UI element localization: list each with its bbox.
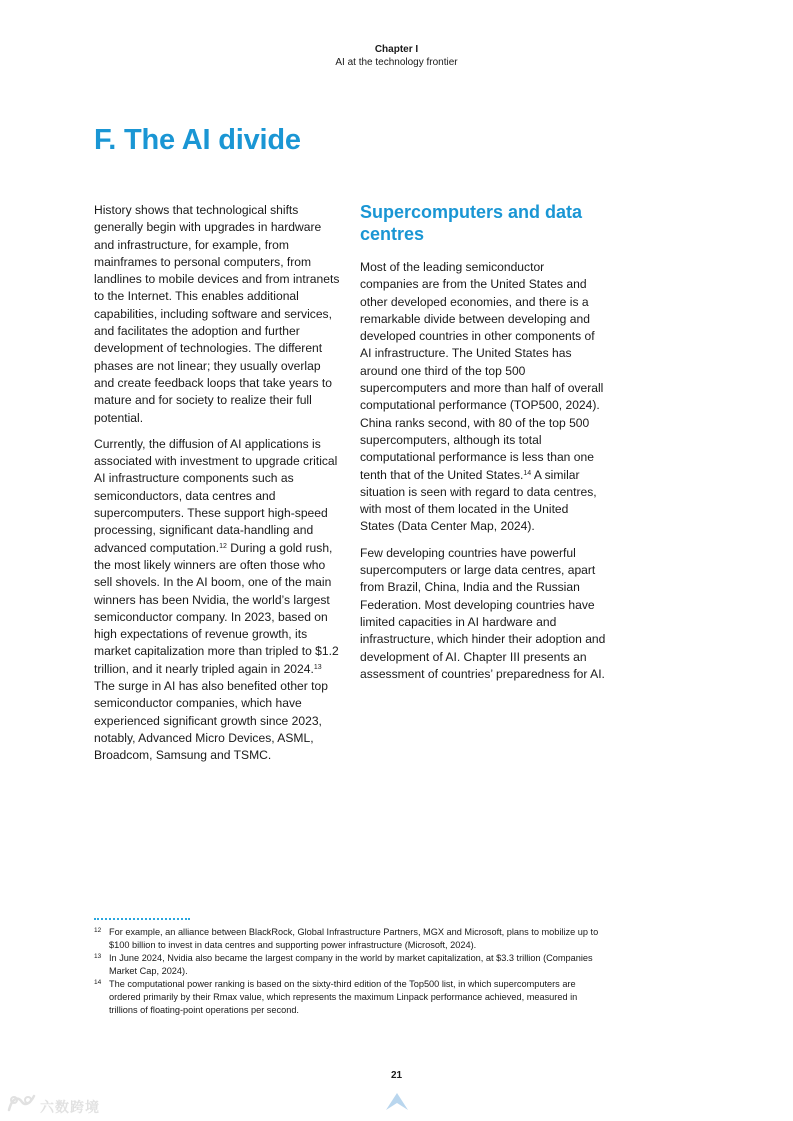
footnote-number: 14 (94, 979, 102, 987)
footnotes (94, 926, 606, 1017)
section-title: F. The AI divide (94, 124, 301, 156)
footnote-ref[interactable]: 14 (523, 469, 532, 477)
paragraph (94, 436, 340, 765)
paragraph-text: Currently, the diffusion of AI applications is associated with investment to upgrade critical AI infrastructure components such as semiconductors, data centres and supercomputers. These support high-speed processing, significant data-handling and advanced computation. (94, 436, 338, 555)
left-column (94, 202, 340, 774)
subsection-heading: Supercomputers and data centres (360, 202, 583, 244)
page-number: 21 (390, 1070, 403, 1081)
footnote-text: The computational power ranking is based on the sixty-third edition of the Top500 list, in which supercomputers are ordered primarily by their Rmax value, which represents the maximum Linpack performance achieved, measured in trillions of floating-point operations per second. (109, 979, 578, 1015)
watermark-text: 六数跨境 (40, 1099, 100, 1115)
paragraph-text: The surge in AI has also benefited other top semiconductor companies, which have experienced significant growth since 2023, notably, Advanced Micro Devices, ASML, Broadcom, Samsung and TSMC. (94, 679, 328, 763)
footnote-number: 12 (94, 927, 102, 934)
footnote (94, 952, 606, 977)
footnote-text: In June 2024, Nvidia also became the largest company in the world by market capitalization, at $3.3 trillion (Companies Market Cap, 2024). (109, 953, 593, 976)
right-column (360, 259, 606, 692)
footnote-text: For example, an alliance between BlackRock, Global Infrastructure Partners, MGX and Microsoft, plans to mobilize up to $100 billion to invest in data centres and supporting power infrastructure (Microsoft, 2024). (109, 927, 599, 950)
footnote-ref[interactable]: 13 (313, 663, 322, 671)
footnote-ref[interactable]: 12 (219, 542, 227, 550)
paragraph: Few developing countries have powerful supercomputers or large data centres, apart from Brazil, China, India and the Russian Federation. Most developing countries have limited capacities in AI hardware and infrastructure, which hinder their adoption and development of AI. Chapter III presents an assessment of countries’ preparedness for AI. (360, 545, 606, 681)
paragraph (360, 259, 606, 536)
chapter-subtitle: AI at the technology frontier (335, 57, 458, 68)
watermark-logo-icon (6, 1103, 38, 1120)
paragraph-text: During a gold rush, the most likely winners are often those who sell shovels. In the AI boom, one of the main winners has been Nvidia, the world’s largest semiconductor company. In 2023, based on high expectations of revenue growth, its market capitalization more than tripled to $1.2 trillion, and it nearly tripled again in 2024. (94, 540, 339, 676)
footnote-divider (94, 918, 190, 920)
footnote-number: 13 (94, 953, 102, 961)
paragraph-text: Most of the leading semiconductor companies are from the United States and other developed economies, and there is a remarkable divide between developing and developed countries in other components of AI infrastructure. The United States has around one third of the top 500 supercomputers and more than half of overall computational performance (TOP500, 2024). China ranks second, with 80 of the top 500 supercomputers, although its total computational performance is less than one tenth that of the United States. (360, 260, 604, 482)
chevron-up-icon[interactable] (384, 1088, 410, 1114)
running-header (0, 43, 793, 69)
paragraph: History shows that technological shifts generally begin with upgrades in hardware and infrastructure, for example, from mainframes to personal computers, from landlines to mobile devices and from intranets to the Internet. This enables additional capabilities, including software and services, and facilitates the adoption and further development of technologies. The different phases are not linear; they usually overlap and create feedback loops that take years to mature and for society to realize their full potential. (94, 203, 340, 425)
chapter-label: Chapter I (374, 44, 419, 55)
watermark (6, 1092, 106, 1118)
footnote (94, 926, 606, 951)
paragraph-text: A similar situation is seen with regard to data centres, with most of them located in the United States (Data Center Map, 2024). (360, 467, 597, 534)
footnote (94, 978, 606, 1016)
